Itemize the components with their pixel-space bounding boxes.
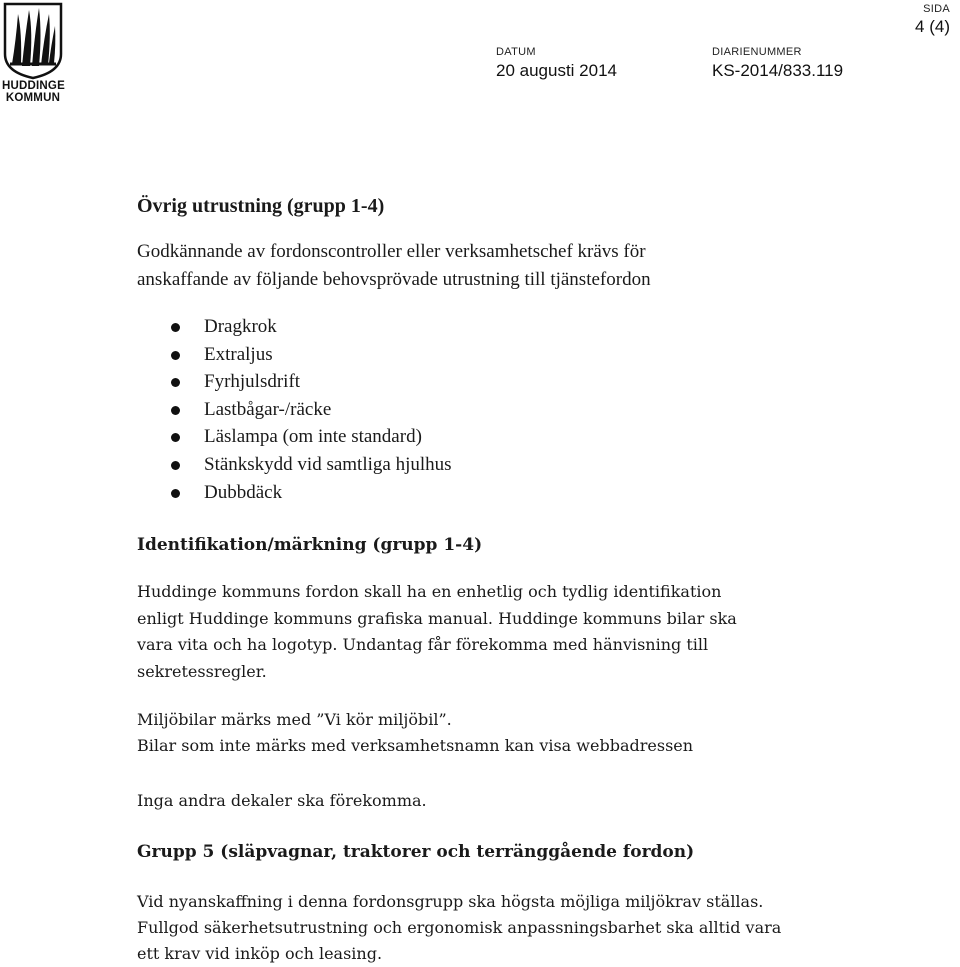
list-item: Fyrhjulsdrift	[204, 368, 937, 396]
huddinge-logo	[2, 2, 64, 104]
paragraph-line: Huddinge kommuns fordon skall ha en enhetlig och tydlig identifikation	[137, 582, 722, 602]
org-name-line1: HUDDINGE	[2, 80, 65, 92]
page-number: 4 (4)	[915, 17, 950, 36]
grupp5-paragraph	[137, 889, 937, 967]
diarienummer-value: KS-2014/833.119	[712, 61, 844, 80]
section-heading-grupp5: Grupp 5 (släpvagnar, traktorer och terränggående fordon)	[137, 842, 695, 863]
org-name-line2: KOMMUN	[5, 92, 61, 104]
paragraph-line: Vid nyanskaffning i denna fordonsgrupp ska högsta möjliga miljökrav ställas.	[137, 892, 764, 912]
date-value: 20 augusti 2014	[496, 61, 617, 80]
flame-crest-icon	[2, 2, 64, 80]
paragraph-line: Fullgod säkerhetsutrustning och ergonomisk anpassningsbarhet ska alltid vara	[137, 918, 782, 938]
section-heading-identifikation: Identifikation/märkning (grupp 1-4)	[137, 535, 483, 556]
paragraph-line: enligt Huddinge kommuns grafiska manual. Huddinge kommuns bilar ska	[137, 608, 737, 628]
paragraph-line: Bilar som inte märks med verksamhetsnamn kan visa webbadressen	[137, 735, 694, 755]
list-item: Extraljus	[204, 341, 937, 369]
miljobil-paragraph	[137, 707, 937, 759]
section-heading-utrustning: Övrig utrustning (grupp 1-4)	[137, 195, 385, 217]
list-item: Stänkskydd vid samtliga hjulhus	[204, 451, 937, 479]
list-item: Läslampa (om inte standard)	[204, 423, 937, 451]
intro-line: anskaffande av följande behovsprövade utrustning till tjänstefordon	[137, 268, 651, 290]
diarienummer-label: DIARIENUMMER	[712, 46, 802, 58]
equipment-list	[137, 313, 937, 506]
utrustning-intro	[137, 238, 937, 293]
paragraph-line: vara vita och ha logotyp. Undantag får förekomma med hänvisning till	[137, 635, 709, 655]
list-item: Lastbågar-/räcke	[204, 396, 937, 424]
paragraph-line: sekretessregler.	[137, 661, 267, 681]
list-item: Dubbdäck	[204, 479, 937, 507]
list-item: Dragkrok	[204, 313, 937, 341]
date-label: DATUM	[496, 46, 536, 58]
document-body	[137, 191, 937, 967]
page-label: SIDA	[923, 3, 950, 15]
identification-section	[137, 530, 937, 967]
intro-line: Godkännande av fordonscontroller eller verksamhetschef krävs för	[137, 241, 646, 262]
dekaler-paragraph: Inga andra dekaler ska förekomma.	[137, 790, 427, 810]
identification-paragraph	[137, 579, 937, 685]
paragraph-line: Miljöbilar märks med ”Vi kör miljöbil”.	[137, 709, 452, 729]
paragraph-line: ett krav vid inköp och leasing.	[137, 944, 383, 964]
